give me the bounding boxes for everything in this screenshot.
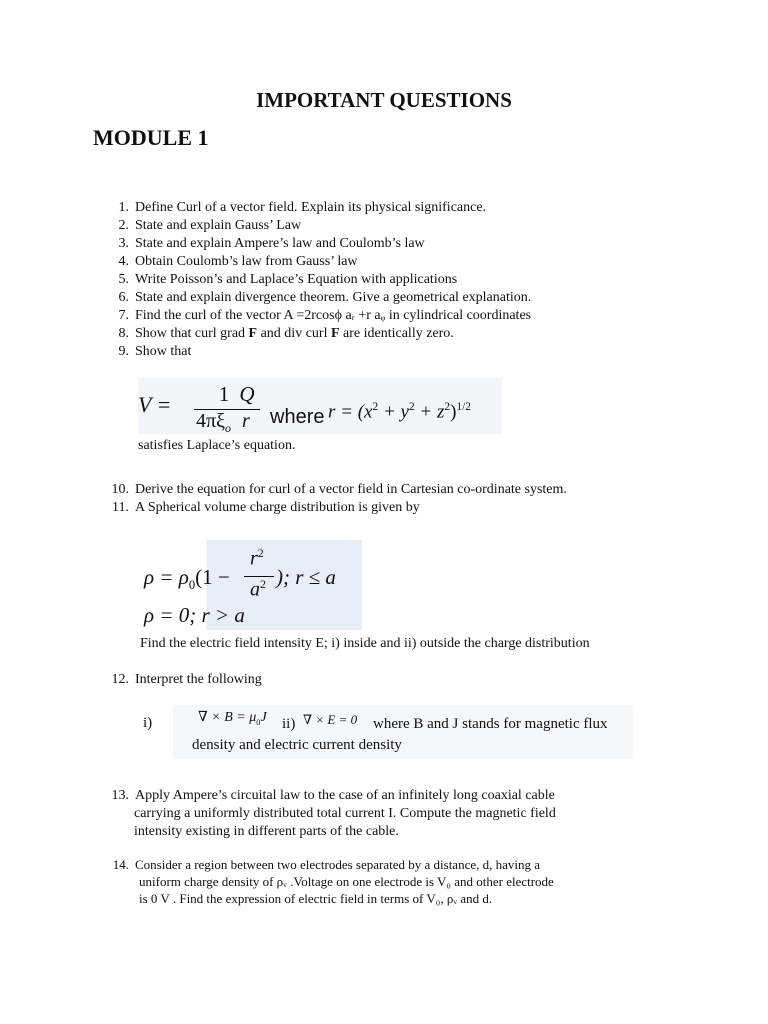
question-14: 14. Consider a region between two electrodes separated by a distance, d, having a uniform charge density of ρᵥ .Voltage on one electrode is V₀ and other electrode is 0 V . Find the expression of electric field in terms of V₀, ρᵥ and d. bbox=[112, 857, 554, 906]
equation-11-image bbox=[140, 540, 362, 630]
question-8: 8. Show that curl grad F and div curl F are identically zero. bbox=[118, 326, 454, 341]
question-7: 7. Find the curl of the vector A =2rcosϕ aᵣ +r aᵩ in cylindrical coordinates bbox=[118, 308, 532, 323]
eq11-frac-num: $r^2$ bbox=[250, 546, 264, 570]
question-6: 6. State and explain divergence theorem. Give a geometrical explanation. bbox=[118, 290, 532, 305]
equation-9-image bbox=[138, 378, 502, 434]
eq11-frac-den: $a^2$ bbox=[250, 577, 266, 601]
eq9-numerator-q: Q bbox=[239, 382, 255, 406]
eq12-desc-1: where B and J stands for magnetic flux bbox=[373, 716, 608, 732]
question-4: 4. Obtain Coulomb’s law from Gauss’ law bbox=[118, 254, 358, 269]
question-11: 11. A Spherical volume charge distribution is given by bbox=[112, 500, 420, 515]
question-10: 10. Derive the equation for curl of a vector field in Cartesian co-ordinate system. bbox=[111, 482, 567, 497]
eq9-note: satisfies Laplace’s equation. bbox=[138, 438, 296, 453]
eq12-desc-2: density and electric current density bbox=[192, 737, 402, 753]
eq9-numerator-1: 1 bbox=[218, 382, 230, 406]
question-12: 12. Interpret the following bbox=[111, 672, 262, 687]
eq11-note: Find the electric field intensity E; i) inside and ii) outside the charge distribution bbox=[140, 636, 590, 651]
eq11-line2: ρ = 0; r > a bbox=[144, 603, 245, 627]
question-5: 5. Write Poisson’s and Laplace’s Equation with applications bbox=[118, 272, 458, 287]
eq9-denominator-1: $4\pi\xi_o$ bbox=[196, 410, 232, 435]
question-13: 13. Apply Ampere’s circuital law to the case of an infinitely long coaxial cable carrying a uniformly distributed total current I. Compute the magnetic field intensity existing in different parts of the cable. bbox=[111, 788, 556, 839]
eq12-curl-b: ∇ × $B = \mu_0J$ bbox=[198, 710, 267, 727]
eq12-label-ii: ii) bbox=[282, 716, 296, 732]
eq12-curl-e: ∇ × E = 0 bbox=[303, 712, 358, 727]
eq11-line1-rhs: ); r ≤ a bbox=[276, 565, 336, 589]
eq9-where: where bbox=[270, 406, 325, 428]
eq9-rhs: $r = (x^2 + y^2 + z^2)^{1/2}$ bbox=[328, 401, 471, 423]
page-title: IMPORTANT QUESTIONS bbox=[256, 88, 512, 112]
eq9-lhs: V = bbox=[138, 392, 172, 417]
eq12-label-i: i) bbox=[143, 715, 153, 731]
question-9: 9. Show that bbox=[118, 344, 192, 359]
question-3: 3. State and explain Ampere’s law and Coulomb’s law bbox=[118, 236, 425, 251]
question-2: 2. State and explain Gauss’ Law bbox=[118, 218, 302, 233]
question-1: 1. Define Curl of a vector field. Explain its physical significance. bbox=[118, 200, 487, 215]
question-list-1-9 bbox=[107, 199, 531, 361]
eq9-denominator-r: r bbox=[242, 410, 250, 432]
module-heading: MODULE 1 bbox=[93, 125, 209, 150]
eq11-line1-lhs: $\rho = \rho_0(1$ − bbox=[144, 565, 230, 593]
